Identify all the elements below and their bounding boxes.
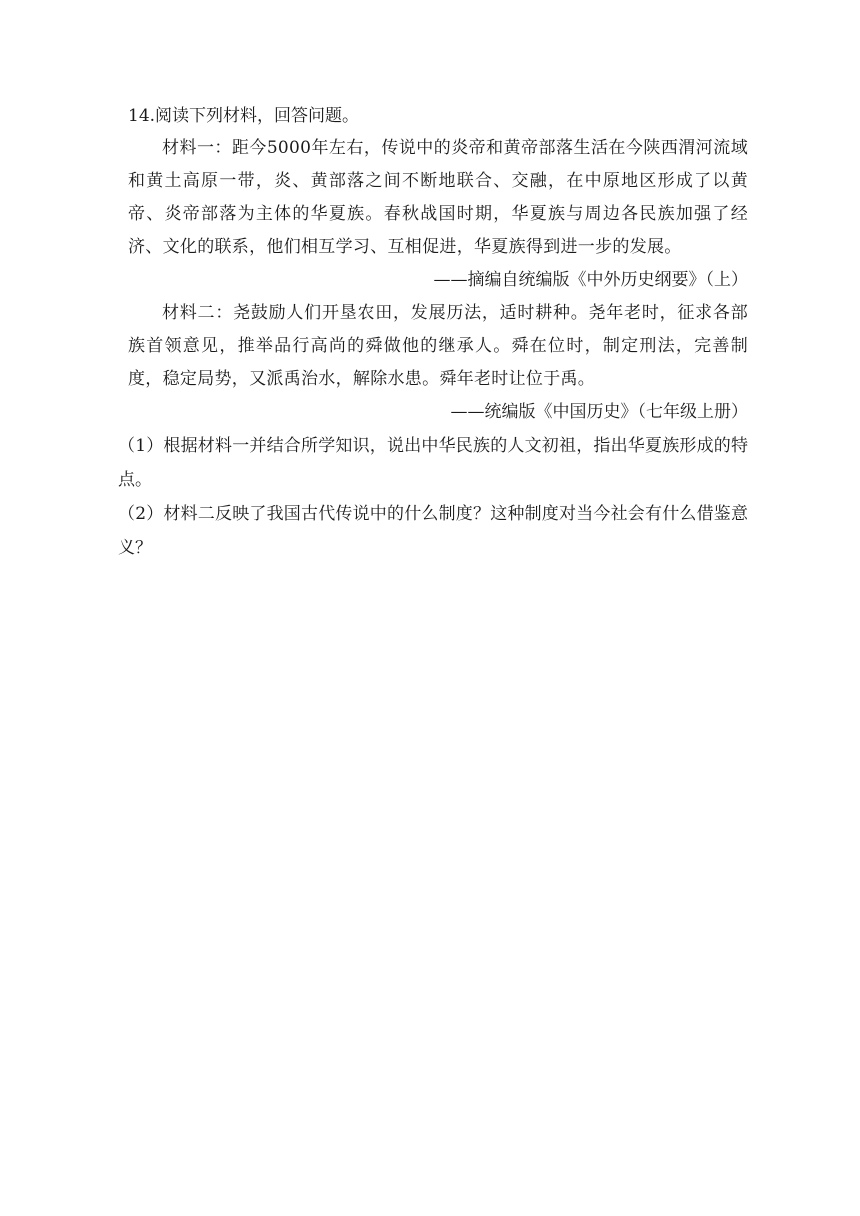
question-title: 14.阅读下列材料，回答问题。 [128,106,360,126]
material-one: 材料一：距今5000年左右，传说中的炎帝和黄帝部落生活在今陕西渭河流域和黄土高原一带，炎、黄部落之间不断地联合、交融，在中原地区形成了以黄帝、炎帝部落为主体的华夏族。春秋战国时期，华夏族与周边各民族加强了经济、文化的联系，他们相互学习、互相促进，华夏族得到进一步的发展。 [128,138,748,257]
sub-question-two: （2）材料二反映了我国古代传说中的什么制度？这种制度对当今社会有什么借鉴意义？ [118,504,748,558]
question-block [118,100,748,565]
source-two: ——统编版《中国历史》（七年级上册） [450,402,748,422]
material-two: 材料二：尧鼓励人们开垦农田，发展历法，适时耕种。尧年老时，征求各部族首领意见，推举品行高尚的舜做他的继承人。舜在位时，制定刑法，完善制度，稳定局势，又派禹治水，解除水患。舜年老时让位于禹。 [128,303,748,389]
sub-question-one: （1）根据材料一并结合所学知识，说出中华民族的人文初祖，指出华夏族形成的特点。 [118,436,748,490]
source-one: ——摘编自统编版《中外历史纲要》（上） [433,270,748,290]
